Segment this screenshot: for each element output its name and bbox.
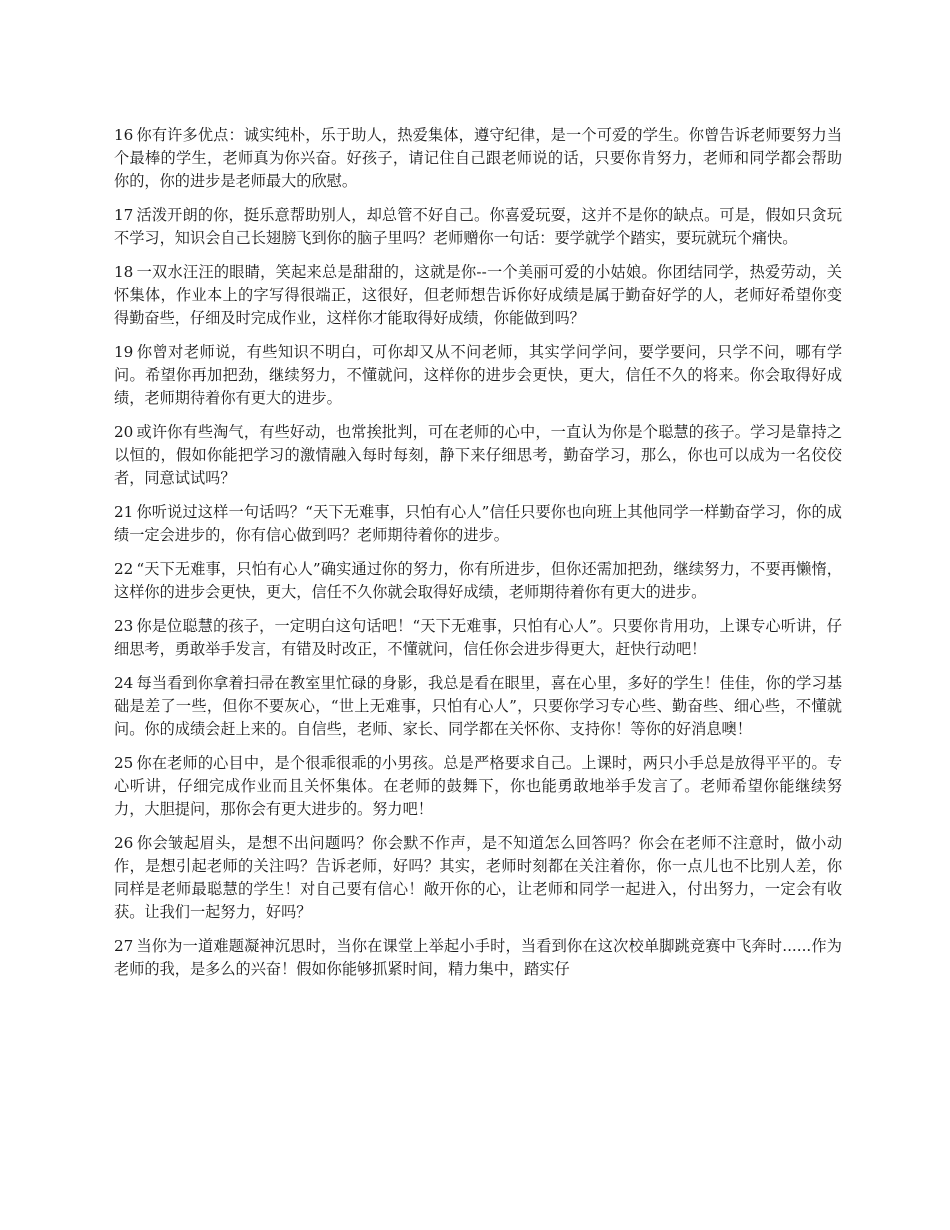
paragraph-21: [114, 501, 842, 547]
paragraph-18: [114, 261, 842, 330]
paragraph-text: 你会皱起眉头，是想不出问题吗？你会默不作声，是不知道怎么回答吗？你会在老师不注意时，做小动作，是想引起老师的关注吗？告诉老师，好吗？其实，老师时刻都在关注着你，你一点儿也不比别人差，你同样是老师最聪慧的学生！对自己要有信心！敞开你的心，让老师和同学一起进入，付出努力，一定会有收获。让我们一起努力，好吗？: [114, 834, 842, 921]
paragraph-27: [114, 935, 842, 981]
paragraph-text: 你曾对老师说，有些知识不明白，可你却又从不问老师，其实学问学问，要学要问，只学不问，哪有学问。希望你再加把劲，继续努力，不懂就问，这样你的进步会更快，更大，信任不久的将来。你会取得好成绩，老师期待着你有更大的进步。: [114, 343, 842, 407]
paragraph-text: 你是位聪慧的孩子，一定明白这句话吧！“天下无难事，只怕有心人”。只要你肯用功，上课专心听讲，仔细思考，勇敢举手发言，有错及时改正，不懂就问，信任你会进步得更大，赶快行动吧！: [114, 617, 842, 658]
paragraph-26: [114, 832, 842, 924]
paragraph-23: [114, 615, 842, 661]
paragraph-number: 18: [114, 263, 134, 281]
paragraph-number: 27: [114, 937, 134, 955]
paragraph-number: 21: [114, 503, 134, 521]
paragraph-number: 25: [114, 754, 134, 772]
paragraph-number: 16: [114, 126, 134, 144]
paragraph-16: [114, 124, 842, 193]
paragraph-17: [114, 204, 842, 250]
paragraph-number: 17: [114, 206, 134, 224]
paragraph-number: 19: [114, 343, 134, 361]
document-body: [114, 124, 842, 992]
paragraph-text: 你有许多优点：诚实纯朴，乐于助人，热爱集体，遵守纪律，是一个可爱的学生。你曾告诉老师要努力当个最棒的学生，老师真为你兴奋。好孩子，请记住自己跟老师说的话，只要你肯努力，老师和同学都会帮助你的，你的进步是老师最大的欣慰。: [114, 126, 842, 190]
paragraph-text: 当你为一道难题凝神沉思时，当你在课堂上举起小手时，当看到你在这次校单脚跳竞赛中飞奔时......作为老师的我，是多么的兴奋！假如你能够抓紧时间，精力集中，踏实仔: [114, 937, 842, 978]
paragraph-text: “天下无难事，只怕有心人”确实通过你的努力，你有所进步，但你还需加把劲，继续努力，不要再懒惰，这样你的进步会更快，更大，信任不久你就会取得好成绩，老师期待着你有更大的进步。: [114, 560, 842, 601]
paragraph-text: 活泼开朗的你，挺乐意帮助别人，却总管不好自己。你喜爱玩耍，这并不是你的缺点。可是，假如只贪玩不学习，知识会自己长翅膀飞到你的脑子里吗？老师赠你一句话：要学就学个踏实，要玩就玩个痛快。: [114, 206, 842, 247]
paragraph-number: 26: [114, 834, 134, 852]
paragraph-text: 你在老师的心目中，是个很乖很乖的小男孩。总是严格要求自己。上课时，两只小手总是放得平平的。专心听讲，仔细完成作业而且关怀集体。在老师的鼓舞下，你也能勇敢地举手发言了。老师希望你能继续努力，大胆提问，那你会有更大进步的。努力吧！: [114, 754, 842, 818]
paragraph-text: 或许你有些淘气，有些好动，也常挨批判，可在老师的心中，一直认为你是个聪慧的孩子。学习是靠持之以恒的，假如你能把学习的激情融入每时每刻，静下来仔细思考，勤奋学习，那么，你也可以成为一名佼佼者，同意试试吗？: [114, 423, 842, 487]
paragraph-22: [114, 558, 842, 604]
paragraph-text: 每当看到你拿着扫帚在教室里忙碌的身影，我总是看在眼里，喜在心里，多好的学生！佳佳，你的学习基础是差了一些，但你不要灰心，“世上无难事，只怕有心人”，只要你学习专心些、勤奋些、细心些，不懂就问。你的成绩会赶上来的。自信些，老师、家长、同学都在关怀你、支持你！等你的好消息噢！: [114, 674, 842, 738]
paragraph-25: [114, 752, 842, 821]
paragraph-number: 22: [114, 560, 134, 578]
paragraph-24: [114, 672, 842, 741]
paragraph-number: 24: [114, 674, 134, 692]
paragraph-number: 20: [114, 423, 134, 441]
paragraph-text: 一双水汪汪的眼睛，笑起来总是甜甜的，这就是你--一个美丽可爱的小姑娘。你团结同学，热爱劳动，关怀集体，作业本上的字写得很端正，这很好，但老师想告诉你好成绩是属于勤奋好学的人，老师好希望你变得勤奋些，仔细及时完成作业，这样你才能取得好成绩，你能做到吗？: [114, 263, 842, 327]
paragraph-number: 23: [114, 617, 134, 635]
paragraph-19: [114, 341, 842, 410]
paragraph-text: 你听说过这样一句话吗？“天下无难事，只怕有心人”信任只要你也向班上其他同学一样勤奋学习，你的成绩一定会进步的，你有信心做到吗？老师期待着你的进步。: [114, 503, 842, 544]
paragraph-20: [114, 421, 842, 490]
